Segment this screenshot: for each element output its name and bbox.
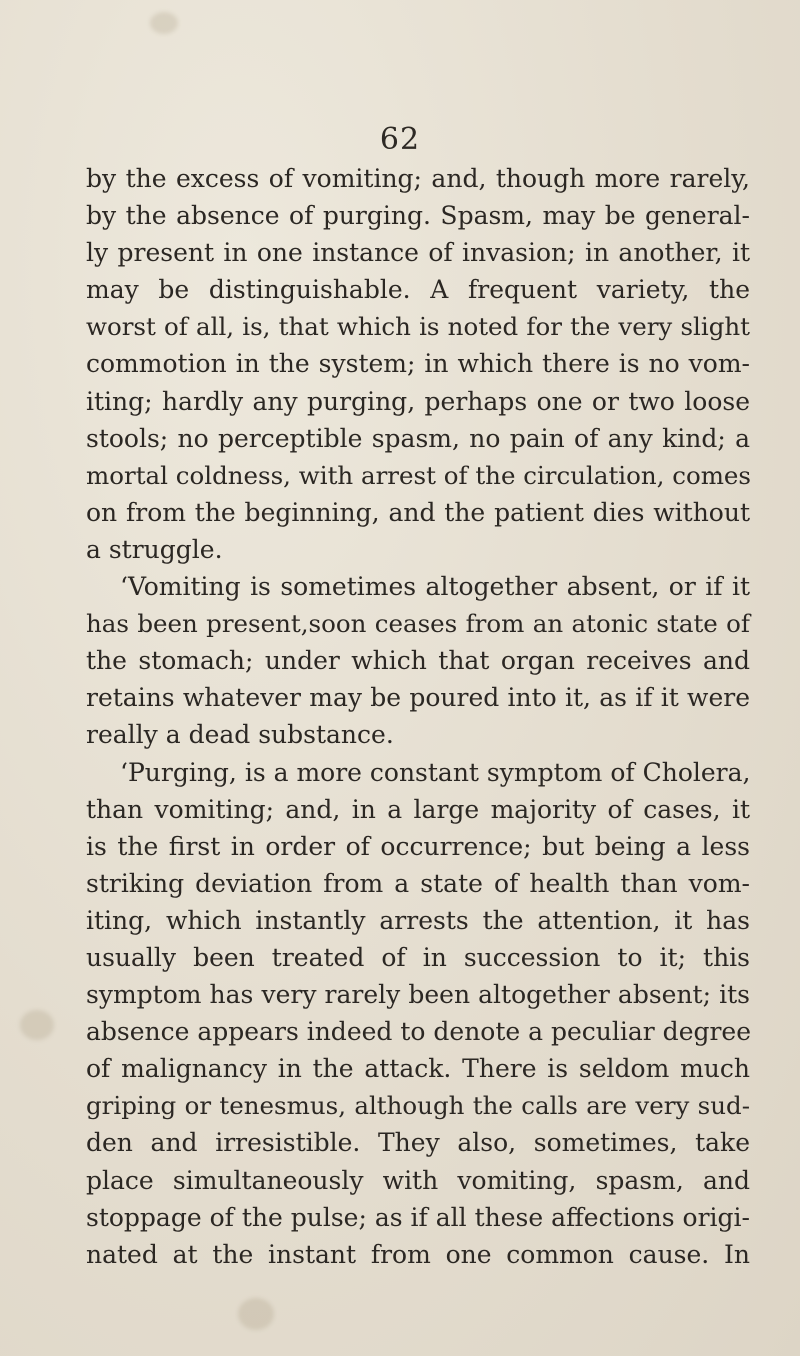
paper-stain: [150, 12, 178, 34]
paper-stain: [20, 1010, 54, 1040]
text-line: commotion in the system; in which there is no vom-: [86, 349, 750, 379]
page-number: 62: [379, 122, 421, 157]
text-line: stoppage of the pulse; as if all these affections origi-: [86, 1202, 750, 1232]
text-line: place simultaneously with vomiting, spasm, and: [86, 1165, 750, 1195]
text-line: has been present,soon ceases from an atonic state of: [86, 609, 750, 639]
text-line: iting; hardly any purging, perhaps one or two loose: [86, 386, 750, 416]
text-line: griping or tenesmus, although the calls are very sud-: [86, 1091, 750, 1121]
text-line: nated at the instant from one common cause. In: [86, 1239, 750, 1269]
text-line: absence appears indeed to denote a peculiar degree: [86, 1017, 752, 1047]
text-line: a struggle.: [86, 534, 223, 564]
text-line: of malignancy in the attack. There is seldom much: [86, 1054, 750, 1084]
text-line: may be distinguishable. A frequent variety, the: [86, 275, 750, 305]
text-line: usually been treated of in succession to it; this: [86, 942, 750, 972]
body-text: [86, 160, 750, 1273]
text-line: ‘Vomiting is sometimes altogether absent, or if it: [120, 572, 750, 602]
text-line: ‘Purging, is a more constant symptom of Cholera,: [120, 757, 751, 787]
text-line: by the absence of purging. Spasm, may be general-: [86, 201, 750, 231]
text-line: ly present in one instance of invasion; in another, it: [86, 238, 750, 268]
text-line: retains whatever may be poured into it, as if it were: [86, 683, 750, 713]
text-line: on from the beginning, and the patient dies without: [86, 497, 750, 527]
text-line: by the excess of vomiting; and, though more rarely,: [86, 164, 750, 193]
text-line: is the first in order of occurrence; but being a less: [86, 831, 750, 861]
text-line: symptom has very rarely been altogether absent; its: [86, 980, 750, 1010]
text-line: mortal coldness, with arrest of the circulation, comes: [86, 460, 752, 490]
paper-stain: [238, 1298, 274, 1330]
text-line: iting, which instantly arrests the attention, it has: [86, 905, 750, 935]
text-line: den and irresistible. They also, sometimes, take: [86, 1128, 750, 1158]
text-line: striking deviation from a state of health than vom-: [86, 868, 750, 898]
text-line: stools; no perceptible spasm, no pain of any kind; a: [86, 423, 750, 453]
text-line: worst of all, is, that which is noted for the very slight: [86, 312, 750, 342]
text-line: than vomiting; and, in a large majority of cases, it: [86, 794, 750, 824]
text-line: the stomach; under which that organ receives and: [86, 646, 750, 676]
text-line: really a dead substance.: [86, 720, 394, 750]
